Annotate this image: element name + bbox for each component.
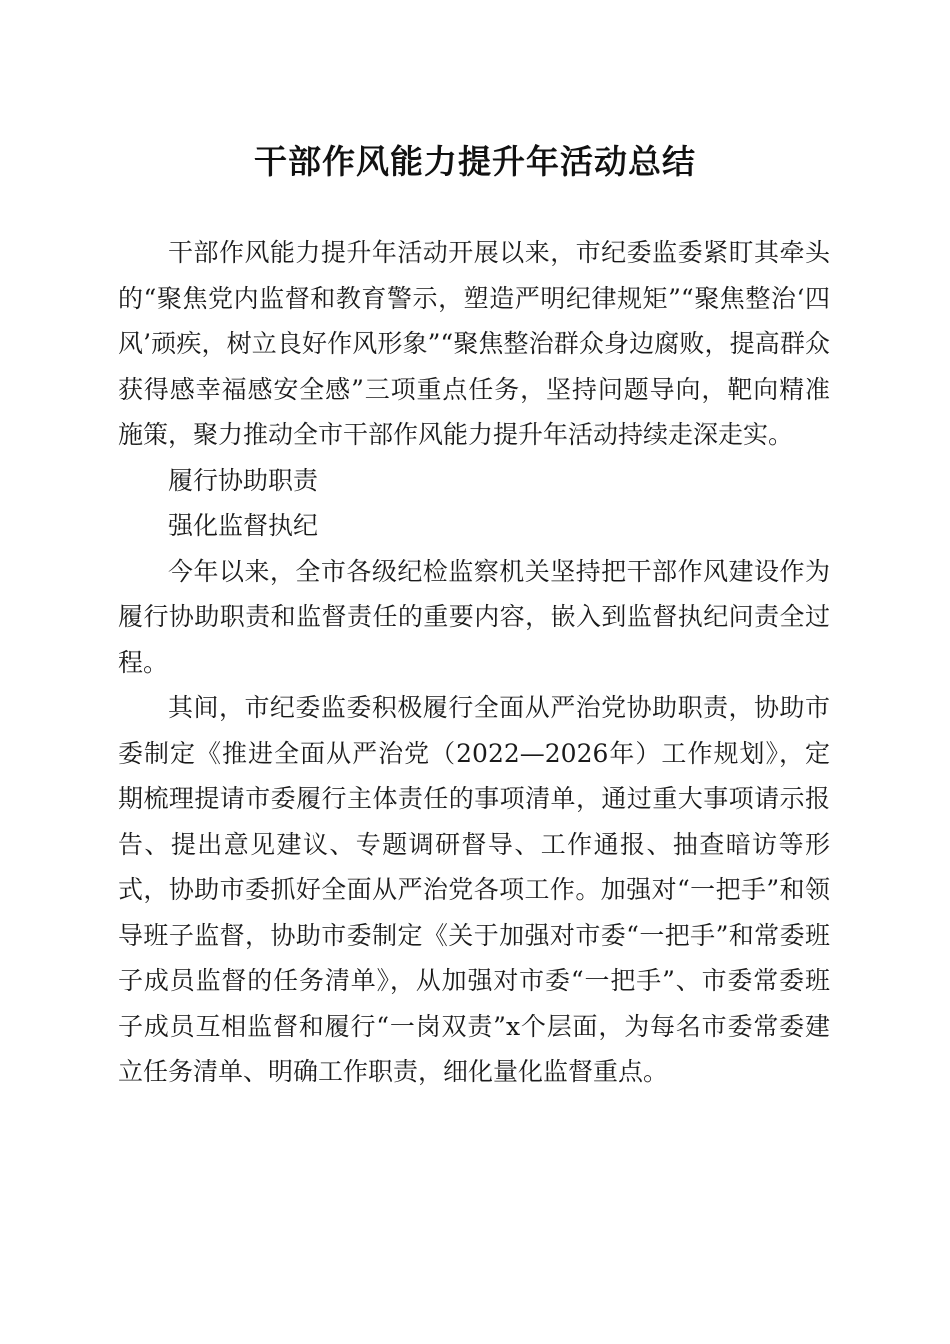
paragraph-this-year: 今年以来，全市各级纪检监察机关坚持把干部作风建设作为履行协助职责和监督责任的重要内容，嵌入到监督执纪问责全过程。 — [118, 556, 830, 677]
paragraph-meanwhile: 其间，市纪委监委积极履行全面从严治党协助职责，协助市委制定《推进全面从严治党（2022—2026年）工作规划》，定期梳理提请市委履行主体责任的事项清单，通过重大事项请示报告、提出意见建议、专题调研督导、工作通报、抽查暗访等形式，协助市委抓好全面从严治党各项工作。加强对“一把手”和领导班子监督，协助市委制定《关于加强对市委“一把手”和常委班子成员监督的任务清单》，从加强对市委“一把手”、市委常委班子成员互相监督和履行“一岗双责”x个层面，为每名市委常委建立任务清单、明确工作职责，细化量化监督重点。 — [118, 693, 830, 1086]
paragraph-intro: 干部作风能力提升年活动开展以来，市纪委监委紧盯其牵头的“聚焦党内监督和教育警示，塑造严明纪律规矩”“聚焦整治‘四风’顽疾，树立良好作风形象”“聚焦整治群众身边腐败，提高群众获得感幸福感安全感”三项重点任务，坚持问题导向，靶向精准施策，聚力推动全市干部作风能力提升年活动持续走深走实。 — [118, 238, 830, 449]
document-title: 干部作风能力提升年活动总结 — [254, 142, 696, 181]
document-body — [118, 230, 830, 1095]
section-heading-supervision: 强化监督执纪 — [168, 511, 319, 540]
section-heading-duties: 履行协助职责 — [168, 465, 319, 495]
